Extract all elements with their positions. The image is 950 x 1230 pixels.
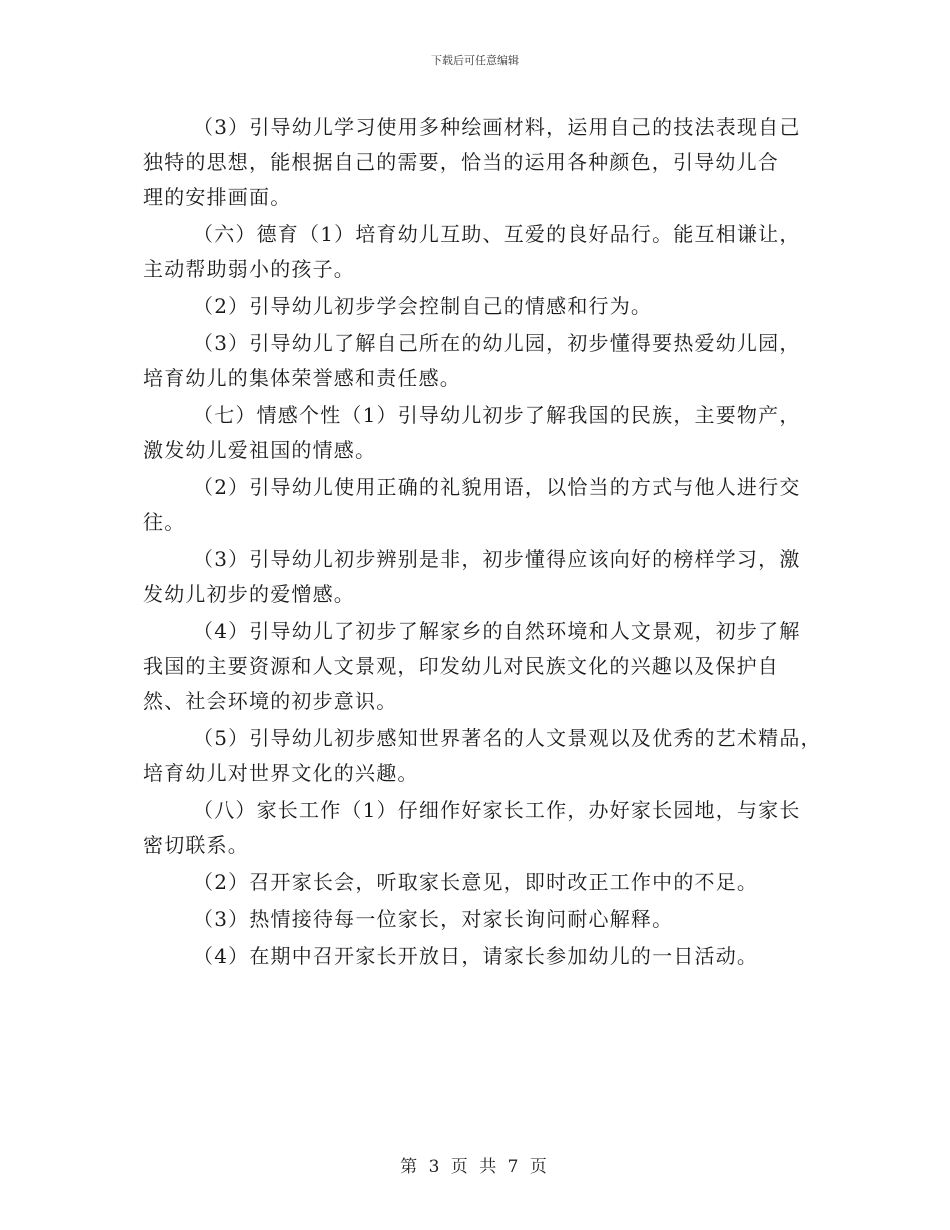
paragraph xyxy=(143,721,823,791)
document-body xyxy=(143,110,823,976)
paragraph-line: （3）引导幼儿了解自己所在的幼儿园，初步懂得要热爱幼儿园， xyxy=(193,331,801,355)
paragraph xyxy=(143,939,823,974)
paragraph-line: 主动帮助弱小的孩子。 xyxy=(143,257,355,281)
page-header: 下载后可任意编辑 xyxy=(431,54,519,67)
paragraph-line: 往。 xyxy=(143,510,186,534)
paragraph xyxy=(143,614,823,719)
paragraph-line: （5）引导幼儿初步感知世界著名的人文景观以及优秀的艺术精品， xyxy=(193,726,822,750)
paragraph-line: （七）情感个性（1）引导幼儿初步了解我国的民族，主要物产， xyxy=(193,403,801,427)
paragraph-line: 密切联系。 xyxy=(143,833,249,857)
paragraph-line: （2）引导幼儿初步学会控制自己的情感和行为。 xyxy=(193,294,653,318)
paragraph xyxy=(143,902,823,937)
paragraph xyxy=(143,542,823,612)
paragraph-line: 独特的思想，能根据自己的需要，恰当的运用各种颜色，引导幼儿合 xyxy=(143,150,779,174)
paragraph-line: 培育幼儿对世界文化的兴趣。 xyxy=(143,761,419,785)
paragraph xyxy=(143,470,823,540)
paragraph-line: （2）召开家长会，听取家长意见，即时改正工作中的不足。 xyxy=(193,870,759,894)
paragraph-line: （六）德育（1）培育幼儿互助、互爱的良好品行。能互相谦让， xyxy=(193,222,801,246)
paragraph-line: （3）热情接待每一位家长，对家长询问耐心解释。 xyxy=(193,907,674,931)
paragraph-line: 发幼儿初步的爱憎感。 xyxy=(143,582,355,606)
paragraph-line: （3）引导幼儿学习使用多种绘画材料，运用自己的技法表现自己 xyxy=(193,115,801,139)
paragraph-line: 理的安排画面。 xyxy=(143,185,292,209)
paragraph-line: 然、社会环境的初步意识。 xyxy=(143,689,398,713)
paragraph xyxy=(143,217,823,287)
paragraph-line: （3）引导幼儿初步辨别是非，初步懂得应该向好的榜样学习，激 xyxy=(193,547,801,571)
paragraph-line: （4）在期中召开家长开放日，请家长参加幼儿的一日活动。 xyxy=(193,944,759,968)
paragraph xyxy=(143,289,823,324)
paragraph xyxy=(143,110,823,215)
page-number: 第 3 页 共 7 页 xyxy=(400,1157,550,1177)
paragraph xyxy=(143,398,823,468)
paragraph xyxy=(143,793,823,863)
paragraph-line: 激发幼儿爱祖国的情感。 xyxy=(143,438,377,462)
paragraph xyxy=(143,326,823,396)
paragraph xyxy=(143,865,823,900)
paragraph-line: （4）引导幼儿了初步了解家乡的自然环境和人文景观，初步了解 xyxy=(193,619,801,643)
paragraph-line: （2）引导幼儿使用正确的礼貌用语，以恰当的方式与他人进行交 xyxy=(193,475,801,499)
paragraph-line: 培育幼儿的集体荣誉感和责任感。 xyxy=(143,366,461,390)
paragraph-line: （八）家长工作（1）仔细作好家长工作，办好家长园地，与家长 xyxy=(193,798,801,822)
paragraph-line: 我国的主要资源和人文景观，印发幼儿对民族文化的兴趣以及保护自 xyxy=(143,654,779,678)
